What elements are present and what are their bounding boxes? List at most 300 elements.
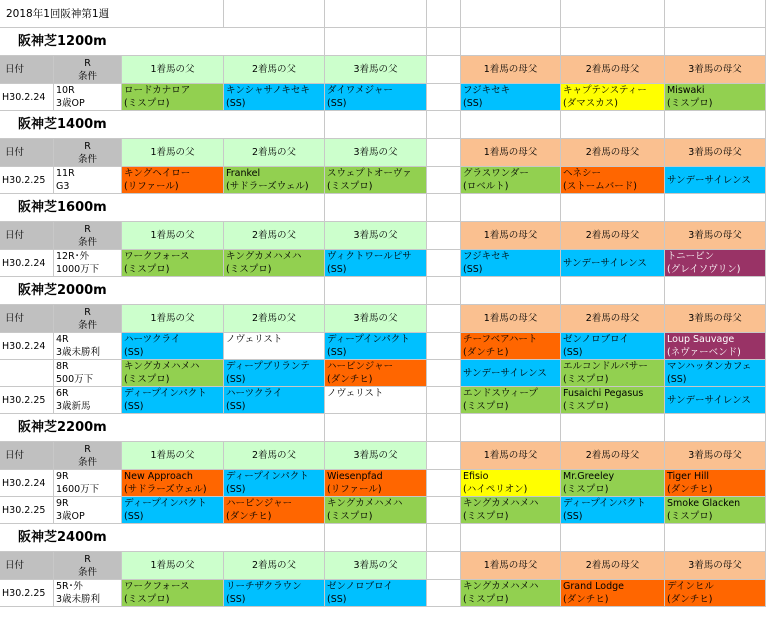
header-date[interactable]	[0, 552, 54, 580]
header-condition-label: 条件	[77, 237, 97, 248]
header-condition-label: 条件	[77, 71, 97, 82]
spacer-cell[interactable]	[427, 305, 461, 333]
sire-cell[interactable]	[224, 250, 325, 277]
damsire-cell[interactable]	[461, 167, 561, 194]
race-number-condition[interactable]	[54, 250, 122, 277]
empty-cell[interactable]	[224, 414, 325, 442]
empty-cell[interactable]	[461, 0, 561, 28]
sire-line: (ミスプロ)	[226, 264, 272, 275]
header-sire-1[interactable]	[122, 442, 224, 470]
damsire-cell[interactable]	[461, 497, 561, 524]
sire-cell[interactable]	[224, 360, 325, 387]
empty-cell[interactable]	[427, 524, 461, 552]
sire-cell[interactable]	[325, 387, 427, 414]
header-damsire-label: 1着馬の母父	[483, 450, 538, 461]
empty-cell[interactable]	[427, 277, 461, 305]
header-damsire-2[interactable]	[561, 222, 665, 250]
empty-cell[interactable]	[325, 277, 427, 305]
header-damsire-3[interactable]	[665, 442, 766, 470]
header-damsire-label: 3着馬の母父	[688, 147, 742, 158]
header-race[interactable]	[54, 442, 122, 470]
spacer-cell[interactable]	[427, 167, 461, 194]
race-number-condition[interactable]	[54, 580, 122, 607]
sire-name: Wiesenpfad	[327, 471, 383, 482]
race-date-text: H30.2.25	[2, 505, 46, 516]
header-sire-label: 1着馬の父	[150, 230, 195, 241]
empty-cell[interactable]	[561, 111, 665, 139]
race-number-condition[interactable]	[54, 470, 122, 497]
damsire-cell[interactable]	[461, 387, 561, 414]
sire-cell[interactable]	[325, 497, 427, 524]
damsire-cell[interactable]	[561, 497, 665, 524]
spacer-cell[interactable]	[427, 470, 461, 497]
sire-cell[interactable]	[122, 333, 224, 360]
empty-cell[interactable]	[427, 111, 461, 139]
section-title-text: 阪神芝1200m	[18, 34, 107, 49]
damsire-cell[interactable]	[665, 360, 766, 387]
damsire-name: ディープインパクト	[563, 498, 646, 509]
header-sire-label: 3着馬の父	[353, 560, 398, 571]
race-condition: 500万下	[56, 374, 94, 385]
damsire-name: Loup Sauvage	[667, 334, 735, 345]
race-number-condition[interactable]	[54, 360, 122, 387]
sire-line: (ダンチヒ)	[226, 511, 272, 522]
header-damsire-2[interactable]	[561, 552, 665, 580]
damsire-cell[interactable]	[665, 470, 766, 497]
section-title[interactable]	[0, 111, 224, 139]
empty-cell[interactable]	[665, 0, 766, 28]
sire-name: キングカメハメハ	[124, 361, 200, 372]
header-sire-3[interactable]	[325, 139, 427, 167]
sire-line: (SS)	[327, 98, 347, 109]
spacer-cell[interactable]	[427, 497, 461, 524]
header-condition-label: 条件	[77, 567, 97, 578]
header-date-label: 日付	[5, 450, 25, 461]
spacer-cell[interactable]	[427, 56, 461, 84]
damsire-name: キングカメハメハ	[463, 581, 539, 592]
damsire-line: (ロベルト)	[463, 181, 509, 192]
sire-name: ノヴェリスト	[226, 334, 283, 345]
sire-line: (SS)	[327, 594, 347, 605]
header-damsire-3[interactable]	[665, 222, 766, 250]
header-sire-1[interactable]	[122, 56, 224, 84]
damsire-cell[interactable]	[665, 84, 766, 111]
damsire-name: マンハッタンカフェ	[667, 361, 752, 372]
empty-cell[interactable]	[461, 111, 561, 139]
race-number-condition[interactable]	[54, 497, 122, 524]
damsire-cell[interactable]	[461, 84, 561, 111]
sire-cell[interactable]	[122, 250, 224, 277]
sire-name: ディープインパクト	[327, 334, 410, 345]
damsire-name: Efisio	[463, 471, 489, 482]
header-damsire-1[interactable]	[461, 222, 561, 250]
sire-cell[interactable]	[122, 84, 224, 111]
sire-cell[interactable]	[325, 250, 427, 277]
header-damsire-1[interactable]	[461, 56, 561, 84]
sire-line: (サドラーズウェル)	[226, 181, 309, 192]
empty-cell[interactable]	[665, 524, 766, 552]
sire-line: (ミスプロ)	[327, 181, 373, 192]
race-date[interactable]	[0, 250, 54, 277]
empty-cell[interactable]	[561, 0, 665, 28]
header-sire-label: 2着馬の父	[251, 450, 297, 461]
header-damsire-3[interactable]	[665, 56, 766, 84]
header-sire-2[interactable]	[224, 442, 325, 470]
damsire-name: エルコンドルパサー	[563, 361, 648, 372]
race-date[interactable]	[0, 167, 54, 194]
sire-cell[interactable]	[224, 167, 325, 194]
header-race[interactable]	[54, 139, 122, 167]
header-sire-2[interactable]	[224, 139, 325, 167]
race-date-text: H30.2.24	[2, 92, 46, 103]
header-damsire-label: 2着馬の母父	[585, 230, 640, 241]
damsire-cell[interactable]	[461, 470, 561, 497]
header-damsire-label: 3着馬の母父	[688, 313, 742, 324]
header-damsire-2[interactable]	[561, 139, 665, 167]
header-r-label: R	[84, 444, 91, 455]
damsire-name: ゼンノロブロイ	[563, 334, 629, 345]
header-date-label: 日付	[5, 64, 25, 75]
header-sire-2[interactable]	[224, 222, 325, 250]
sire-name: ディープインパクト	[124, 388, 207, 399]
header-date[interactable]	[0, 139, 54, 167]
header-date[interactable]	[0, 222, 54, 250]
race-date[interactable]	[0, 497, 54, 524]
damsire-cell[interactable]	[665, 250, 766, 277]
sire-cell[interactable]	[224, 84, 325, 111]
empty-cell[interactable]	[427, 28, 461, 56]
spacer-cell[interactable]	[427, 222, 461, 250]
header-damsire-label: 1着馬の母父	[483, 64, 538, 75]
empty-cell[interactable]	[461, 524, 561, 552]
spacer-cell[interactable]	[427, 580, 461, 607]
sire-cell[interactable]	[122, 470, 224, 497]
sire-cell[interactable]	[224, 497, 325, 524]
race-number: 8R	[56, 361, 69, 372]
header-sire-3[interactable]	[325, 56, 427, 84]
header-sire-1[interactable]	[122, 222, 224, 250]
sire-name: ロードカナロア	[124, 85, 191, 96]
damsire-name: キャプテンスティー	[563, 85, 647, 96]
header-sire-1[interactable]	[122, 305, 224, 333]
sire-cell[interactable]	[325, 84, 427, 111]
header-damsire-1[interactable]	[461, 552, 561, 580]
damsire-cell[interactable]	[561, 250, 665, 277]
spacer-cell[interactable]	[427, 442, 461, 470]
empty-cell[interactable]	[427, 0, 461, 28]
empty-cell[interactable]	[461, 194, 561, 222]
damsire-cell[interactable]	[461, 360, 561, 387]
sire-cell[interactable]	[122, 497, 224, 524]
header-r-label: R	[84, 554, 91, 565]
empty-cell[interactable]	[461, 277, 561, 305]
damsire-line: (ダマスカス)	[563, 98, 618, 109]
damsire-line: (ハイペリオン)	[463, 484, 528, 495]
damsire-cell[interactable]	[561, 84, 665, 111]
header-damsire-1[interactable]	[461, 442, 561, 470]
header-damsire-label: 2着馬の母父	[585, 313, 640, 324]
race-number-condition[interactable]	[54, 387, 122, 414]
empty-cell[interactable]	[325, 0, 427, 28]
race-date-text: H30.2.25	[2, 588, 46, 599]
race-condition: 1600万下	[56, 484, 100, 495]
sire-line: (SS)	[226, 484, 246, 495]
empty-cell[interactable]	[325, 111, 427, 139]
race-date[interactable]	[0, 333, 54, 360]
damsire-line: (ダンチヒ)	[463, 347, 509, 358]
sire-cell[interactable]	[224, 580, 325, 607]
empty-cell[interactable]	[665, 414, 766, 442]
empty-cell[interactable]	[561, 524, 665, 552]
header-damsire-label: 3着馬の母父	[688, 450, 742, 461]
sire-cell[interactable]	[122, 387, 224, 414]
header-sire-label: 2着馬の父	[251, 230, 297, 241]
sire-name: リーチザクラウン	[226, 581, 302, 592]
empty-cell[interactable]	[224, 111, 325, 139]
sire-name: ディープインパクト	[124, 498, 207, 509]
section-title[interactable]	[0, 277, 224, 305]
empty-cell[interactable]	[325, 414, 427, 442]
damsire-cell[interactable]	[461, 580, 561, 607]
header-damsire-label: 1着馬の母父	[483, 560, 538, 571]
damsire-cell[interactable]	[561, 360, 665, 387]
empty-cell[interactable]	[224, 194, 325, 222]
damsire-line: (ミスプロ)	[667, 98, 713, 109]
header-race[interactable]	[54, 56, 122, 84]
header-sire-label: 1着馬の父	[150, 313, 195, 324]
sire-name: ハーツクライ	[124, 334, 181, 345]
section-title[interactable]	[0, 28, 224, 56]
spacer-cell[interactable]	[427, 250, 461, 277]
damsire-line: (グレイソヴリン)	[667, 264, 741, 275]
race-number: 11R	[56, 168, 75, 179]
sire-line: (ミスプロ)	[124, 374, 170, 385]
header-date-label: 日付	[5, 147, 25, 158]
damsire-cell[interactable]	[665, 333, 766, 360]
empty-cell[interactable]	[224, 277, 325, 305]
header-damsire-2[interactable]	[561, 305, 665, 333]
header-date-label: 日付	[5, 560, 25, 571]
race-date-text: H30.2.24	[2, 341, 46, 352]
header-sire-3[interactable]	[325, 222, 427, 250]
header-sire-2[interactable]	[224, 552, 325, 580]
header-sire-3[interactable]	[325, 442, 427, 470]
sire-line: (リファール)	[327, 484, 382, 495]
sire-cell[interactable]	[122, 167, 224, 194]
race-number: 9R	[56, 471, 69, 482]
race-number-condition[interactable]	[54, 84, 122, 111]
empty-cell[interactable]	[461, 28, 561, 56]
race-date[interactable]	[0, 470, 54, 497]
header-damsire-label: 3着馬の母父	[688, 560, 742, 571]
race-number-condition[interactable]	[54, 167, 122, 194]
header-condition-label: 条件	[77, 154, 97, 165]
race-date[interactable]	[0, 84, 54, 111]
damsire-cell[interactable]	[665, 167, 766, 194]
header-damsire-3[interactable]	[665, 305, 766, 333]
damsire-name: Fusaichi Pegasus	[563, 388, 644, 399]
header-damsire-label: 2着馬の母父	[585, 147, 640, 158]
empty-cell[interactable]	[665, 28, 766, 56]
damsire-line: (ダンチヒ)	[667, 594, 713, 605]
sire-line: (ミスプロ)	[124, 594, 170, 605]
damsire-name: チーフベアハート	[463, 334, 538, 345]
header-damsire-2[interactable]	[561, 56, 665, 84]
header-damsire-label: 3着馬の母父	[688, 64, 742, 75]
spacer-cell[interactable]	[427, 139, 461, 167]
header-sire-label: 3着馬の父	[353, 450, 398, 461]
header-sire-1[interactable]	[122, 139, 224, 167]
empty-cell[interactable]	[561, 414, 665, 442]
empty-cell[interactable]	[427, 194, 461, 222]
damsire-cell[interactable]	[461, 333, 561, 360]
race-date-text: H30.2.24	[2, 258, 46, 269]
spacer-cell[interactable]	[427, 387, 461, 414]
sire-line: (SS)	[327, 264, 347, 275]
empty-cell[interactable]	[325, 28, 427, 56]
spacer-cell[interactable]	[427, 552, 461, 580]
damsire-cell[interactable]	[561, 470, 665, 497]
damsire-line: (ストームバード)	[563, 181, 637, 192]
header-damsire-1[interactable]	[461, 139, 561, 167]
empty-cell[interactable]	[122, 0, 224, 28]
header-r-label: R	[84, 58, 91, 69]
section-title[interactable]	[0, 524, 224, 552]
damsire-name: Tiger Hill	[667, 471, 710, 482]
header-sire-3[interactable]	[325, 305, 427, 333]
sire-line: (ミスプロ)	[327, 511, 373, 522]
damsire-line: (SS)	[463, 98, 483, 109]
sire-line: (SS)	[226, 594, 246, 605]
sire-cell[interactable]	[325, 167, 427, 194]
damsire-line: (ダンチヒ)	[563, 594, 609, 605]
section-title-text: 阪神芝1600m	[18, 200, 107, 215]
sire-name: ヴィクトワールピサ	[327, 251, 412, 262]
header-damsire-3[interactable]	[665, 139, 766, 167]
header-sire-label: 1着馬の父	[150, 450, 195, 461]
empty-cell[interactable]	[561, 28, 665, 56]
section-title[interactable]	[0, 194, 224, 222]
race-date-text: H30.2.25	[2, 395, 46, 406]
sire-cell[interactable]	[325, 580, 427, 607]
empty-cell[interactable]	[561, 277, 665, 305]
damsire-name: フジキセキ	[463, 85, 511, 96]
header-damsire-1[interactable]	[461, 305, 561, 333]
sire-cell[interactable]	[122, 580, 224, 607]
sire-name: ノヴェリスト	[327, 388, 384, 399]
empty-cell[interactable]	[224, 28, 325, 56]
damsire-line: (ミスプロ)	[463, 511, 509, 522]
damsire-name: サンデーサイレンス	[463, 368, 547, 379]
empty-cell[interactable]	[665, 194, 766, 222]
damsire-cell[interactable]	[561, 167, 665, 194]
empty-cell[interactable]	[665, 277, 766, 305]
race-number: 12R･外	[56, 251, 89, 262]
empty-cell[interactable]	[461, 414, 561, 442]
race-condition: 3歳未勝利	[56, 347, 101, 358]
header-date[interactable]	[0, 305, 54, 333]
header-sire-1[interactable]	[122, 552, 224, 580]
section-title-text: 阪神芝2000m	[18, 283, 107, 298]
damsire-cell[interactable]	[665, 580, 766, 607]
header-date[interactable]	[0, 442, 54, 470]
empty-cell[interactable]	[561, 194, 665, 222]
sire-cell[interactable]	[325, 333, 427, 360]
race-number: 5R･外	[56, 581, 83, 592]
header-date[interactable]	[0, 56, 54, 84]
empty-cell[interactable]	[325, 194, 427, 222]
header-race[interactable]	[54, 552, 122, 580]
damsire-line: (SS)	[463, 264, 483, 275]
damsire-cell[interactable]	[461, 250, 561, 277]
header-sire-2[interactable]	[224, 305, 325, 333]
race-date[interactable]	[0, 580, 54, 607]
header-sire-2[interactable]	[224, 56, 325, 84]
header-damsire-label: 2着馬の母父	[585, 450, 640, 461]
damsire-cell[interactable]	[561, 333, 665, 360]
race-date[interactable]	[0, 360, 54, 387]
damsire-name: エンドスウィープ	[463, 388, 538, 399]
header-sire-3[interactable]	[325, 552, 427, 580]
section-title[interactable]	[0, 414, 224, 442]
empty-cell[interactable]	[665, 111, 766, 139]
header-damsire-3[interactable]	[665, 552, 766, 580]
damsire-line: (ミスプロ)	[667, 511, 713, 522]
sire-cell[interactable]	[224, 333, 325, 360]
sire-name: ハービンジャー	[226, 498, 293, 509]
header-damsire-label: 3着馬の母父	[688, 230, 742, 241]
spacer-cell[interactable]	[427, 360, 461, 387]
race-date[interactable]	[0, 387, 54, 414]
damsire-line: (ネヴァーベンド)	[667, 347, 741, 358]
damsire-cell[interactable]	[665, 387, 766, 414]
header-race[interactable]	[54, 222, 122, 250]
section-title-text: 阪神芝1400m	[18, 117, 107, 132]
sire-line: (SS)	[124, 401, 144, 412]
sire-cell[interactable]	[122, 360, 224, 387]
sire-cell[interactable]	[224, 387, 325, 414]
race-number: 10R	[56, 85, 75, 96]
sire-cell[interactable]	[224, 470, 325, 497]
empty-cell[interactable]	[325, 524, 427, 552]
race-number-condition[interactable]	[54, 333, 122, 360]
empty-cell[interactable]	[224, 524, 325, 552]
damsire-line: (SS)	[667, 374, 687, 385]
header-race[interactable]	[54, 305, 122, 333]
empty-cell[interactable]	[427, 414, 461, 442]
sire-cell[interactable]	[325, 470, 427, 497]
sire-cell[interactable]	[325, 360, 427, 387]
spacer-cell[interactable]	[427, 333, 461, 360]
header-sire-label: 3着馬の父	[353, 147, 398, 158]
damsire-cell[interactable]	[665, 497, 766, 524]
sheet-title-text: 2018年1回阪神第1週	[6, 8, 110, 20]
header-damsire-2[interactable]	[561, 442, 665, 470]
sire-name: New Approach	[124, 471, 193, 482]
sire-name: キングカメハメハ	[226, 251, 302, 262]
sire-name: キングカメハメハ	[327, 498, 403, 509]
sheet-title[interactable]	[0, 0, 122, 28]
damsire-cell[interactable]	[561, 580, 665, 607]
empty-cell[interactable]	[224, 0, 325, 28]
sire-name: ワークフォース	[124, 581, 190, 592]
spacer-cell[interactable]	[427, 84, 461, 111]
damsire-cell[interactable]	[561, 387, 665, 414]
header-sire-label: 3着馬の父	[353, 230, 398, 241]
section-title-text: 阪神芝2400m	[18, 530, 107, 545]
damsire-line: (ミスプロ)	[463, 401, 509, 412]
sire-name: スウェプトオーヴァ	[327, 168, 412, 179]
